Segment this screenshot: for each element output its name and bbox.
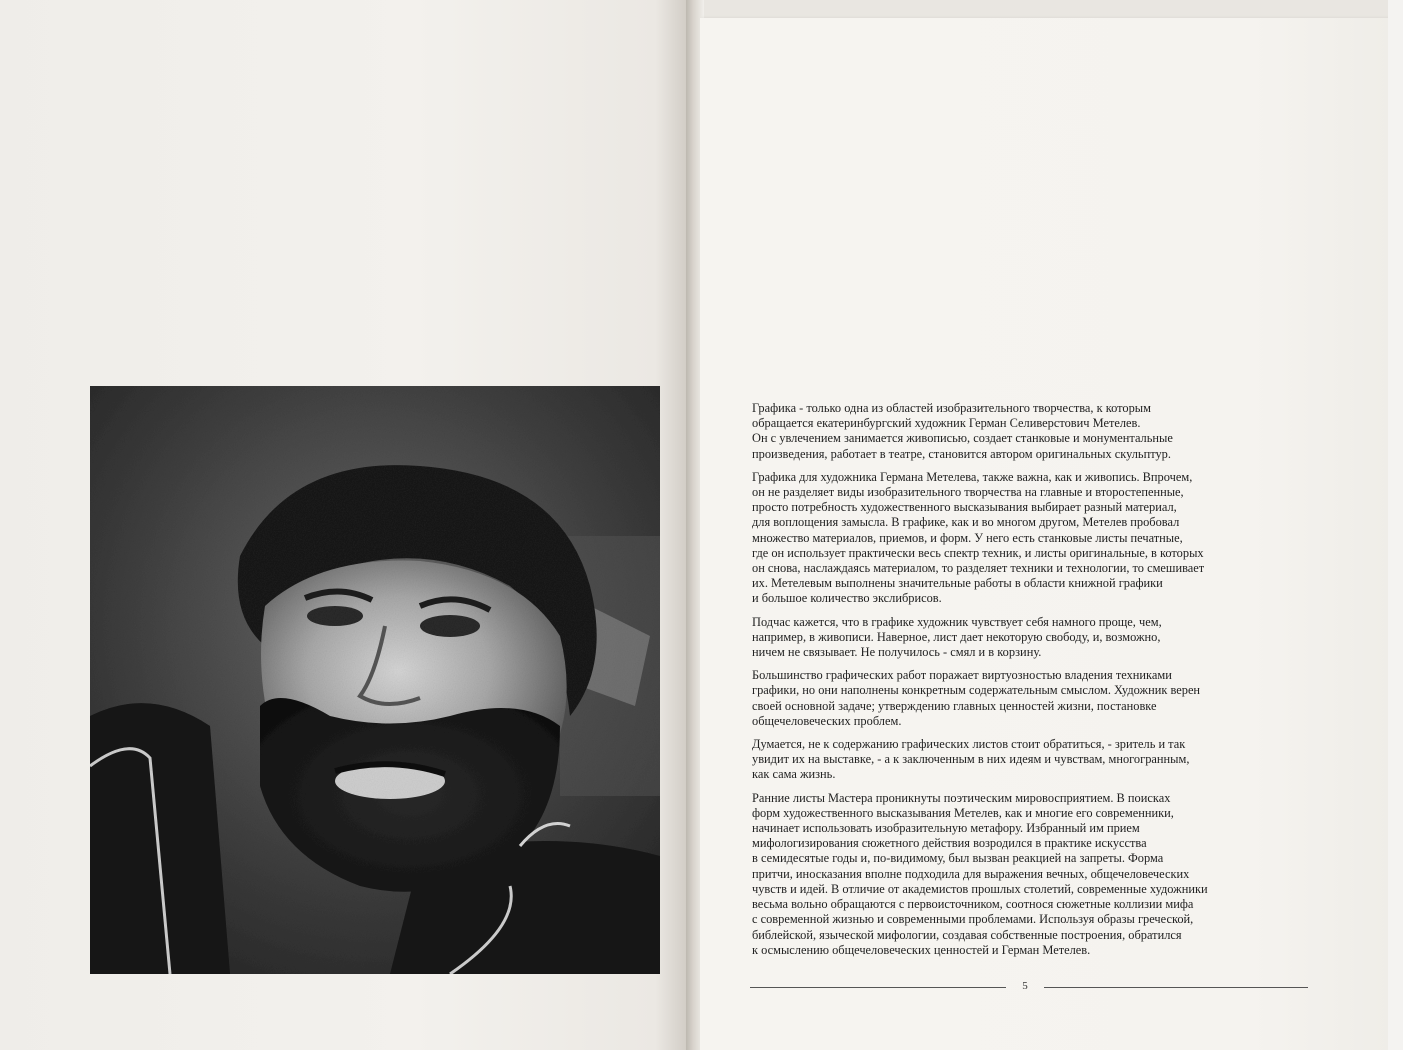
paragraph-5: Думается, не к содержанию графических листов стоит обратиться, - зритель и так увидит их на выставке, - а к заключенным в них идеям и чувствам, многогранным, как сама жизнь. xyxy=(752,737,1190,782)
paragraph-3: Подчас кажется, что в графике художник чувствует себя намного проще, чем, например, в живописи. Наверное, лист дает некоторую свободу, и, возможно, ничем не связывает. Не получилось - смял и в корзину. xyxy=(752,614,1162,660)
article-text xyxy=(752,401,1312,966)
paragraph-4: Большинство графических работ поражает виртуозностью владения техниками графики, но они наполнены конкретным содержательным смыслом. Художник верен своей основной задаче; утверждению главных ценностей жизни, постановке общечеловеческих проблем. xyxy=(752,668,1201,728)
page-footer xyxy=(750,980,1308,994)
portrait-image xyxy=(90,386,660,974)
paragraph-1: Графика - только одна из областей изобразительного творчества, к которым обращается екатеринбургский художник Герман Селиверстович Метелев. Он с увлечением занимается живописью, создает станковые и монументальные произведения, работает в театре, становится автором оригинальных скульптур. xyxy=(752,401,1173,461)
footer-rule-left xyxy=(750,987,1006,988)
portrait-photo xyxy=(90,386,660,974)
background-edge xyxy=(1388,0,1403,1050)
paragraph-6: Ранние листы Мастера проникнуты поэтическим мировосприятием. В поисках форм художественного высказывания Метелев, как и многие его современники, начинает использовать изобразительную метафору. Избранный им прием мифологизирования сюжетного действия возродился в практике искусства в семидесятые годы и, по-видимому, был вызван реакцией на запреты. Форма притчи, иносказания вполне подходила для выражения вечных, общечеловеческих чувств и идей. В отличие от академистов прошлых столетий, современные художники весьма вольно обращаются с первоисточником, соотнося сюжетные коллизии мифа с современной жизнью и современными проблемами. Используя образы греческой, библейской, языческой мифологии, создавая собственные построения, обратился к осмыслению общечеловеческих ценностей и Герман Метелев. xyxy=(752,790,1208,957)
left-page xyxy=(0,0,690,1050)
footer-rule-right xyxy=(1044,987,1308,988)
page-number: 5 xyxy=(1022,980,1028,992)
paragraph-2: Графика для художника Германа Метелева, также важна, как и живопись. Впрочем, он не разделяет виды изобразительного творчества на главные и второстепенные, просто потребность художественного высказывания выбирает разный материал, для воплощения замысла. В графике, как и во многом другом, Метелев пробовал множество материалов, приемов, и форм. У него есть станковые листы печатные, где он использует практически весь спектр техник, и листы оригинальные, в которых он снова, наслаждаясь материалом, то разделяет техники и технологии, то смешивает их. Метелевым выполнены значительные работы в области книжной графики и большое количество экслибрисов. xyxy=(752,469,1205,606)
